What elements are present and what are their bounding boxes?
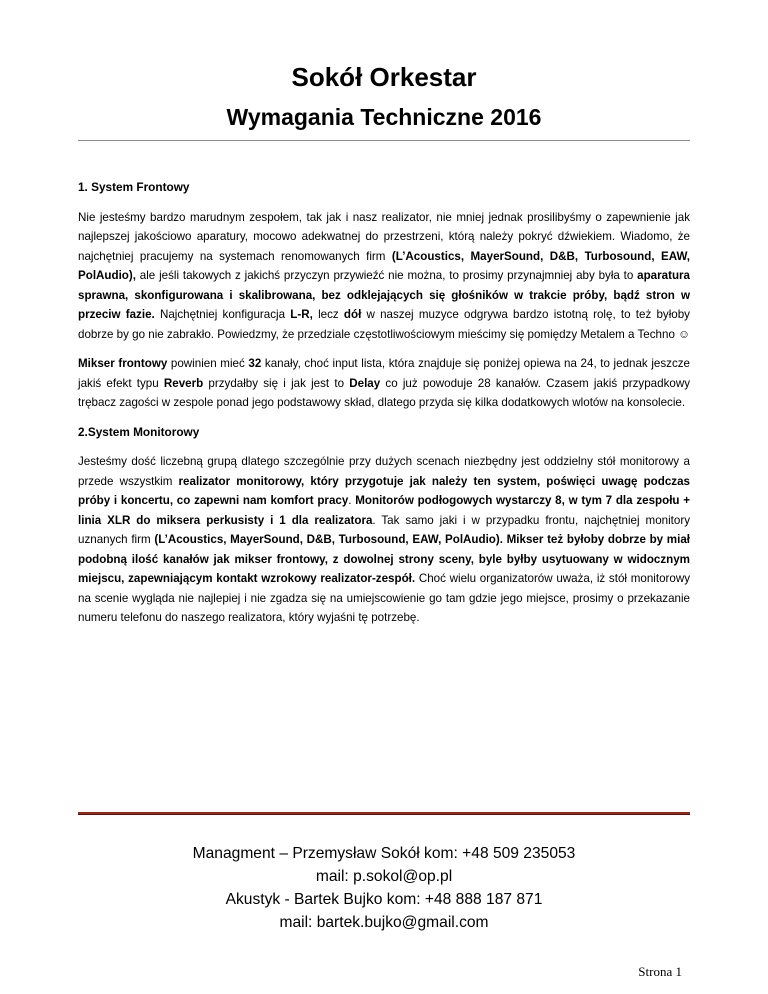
section-1-heading: 1. System Frontowy	[78, 180, 190, 194]
text-run: .	[348, 494, 356, 507]
text-run: Choć wielu organizatorów uważa, iż stół monitorowy na scenie wygląda nie najlepiej i nie zgadza się na umiejscowienie go tam gdzie jego miejsce, prosimy o przekazanie numeru telefonu do naszego realizatora, który wyjaśni tę potrzebę.	[78, 572, 690, 624]
text-run: kanały, choć input lista, która znajduje się poniżej opiewa na 24, to jednak jeszcze jakiś efekt typu	[78, 357, 690, 390]
page-number: Strona 1	[638, 964, 682, 979]
footer-divider	[78, 812, 690, 815]
footer-management-email: mail: p.sokol@op.pl	[315, 868, 453, 885]
document-body	[78, 178, 690, 638]
text-run: lecz	[312, 308, 344, 321]
section-1-paragraph-1	[78, 208, 690, 345]
section-1-paragraph-2	[78, 354, 690, 413]
document-subtitle: Wymagania Techniczne 2016	[226, 104, 542, 130]
bold-text-run: (L’Acoustics, MayerSound, D&B, Turbosound, EAW, PolAudio),	[78, 249, 690, 282]
bold-text-run: dół	[343, 308, 362, 321]
text-run: co już powoduje 28 kanałów. Czasem jakiś przypadkowy trębacz zagości w zespole ponad jego podstawowy skład, dlatego przyda się kilka dodatkowych wlotów na konsolecie.	[78, 376, 690, 409]
bold-text-run: Monitorów podłogowych wystarczy 8, w tym 7 dla zespołu + linia XLR do miksera perkusisty i 1 dla realizatora	[78, 494, 690, 527]
bold-text-run: Reverb	[163, 376, 204, 390]
footer-contacts	[0, 842, 768, 934]
bold-text-run: Delay	[349, 376, 381, 390]
bold-text-run: 32	[248, 357, 262, 370]
footer-management-line: Managment – Przemysław Sokół kom: +48 509 235053	[192, 845, 576, 862]
document-title: Sokół Orkestar	[291, 62, 477, 92]
footer-sound-engineer-email: mail: bartek.bujko@gmail.com	[279, 914, 489, 931]
text-run: przydałby się i jak jest to	[203, 376, 350, 390]
bold-text-run: L-R,	[290, 308, 313, 321]
text-run: Nie jesteśmy bardzo marudnym zespołem, tak jak i nasz realizator, nie mniej jednak prosilibyśmy o zapewnienie jak najlepszej jakościowo aparatury, mocowo adekwatnej do przestrzeni, którą należy pokryć dźwiekiem. Wiadomo, że najchętniej pracujemy na systemach renomowanych firm	[78, 210, 690, 263]
bold-text-run: Mikser frontowy	[78, 357, 168, 370]
text-run: Najchętniej konfiguracja	[154, 308, 291, 321]
bold-text-run: realizator monitorowy, który przygotuje jak należy ten system, poświęci uwagę podczas próby i koncertu, co zapewni nam komfort pracy	[78, 474, 690, 507]
title-divider	[78, 140, 690, 141]
bold-text-run: aparatura sprawna, skonfigurowana i skalibrowana, bez odklejających się głośników w trakcie próby, bądź stron w przeciw fazie.	[78, 269, 690, 321]
section-2-heading: 2.System Monitorowy	[78, 424, 200, 439]
text-run: ale jeśli takowych z jakichś przyczyn przywieźć nie można, to prosimy przynajmniej aby była to	[135, 269, 638, 282]
bold-text-run: (L’Acoustics, MayerSound, D&B, Turbosound, EAW, PolAudio). Mikser też byłoby dobrze by miał podobną ilość kanałów jak mikser frontowy, z dowolnej strony sceny, byle byłby usytuowany w widocznym miejscu, zapewniającym kontakt wzrokowy realizator-zespół.	[78, 533, 691, 585]
section-2-paragraph-1	[78, 452, 690, 628]
text-run: w naszej muzyce odgrywa bardzo istotną rolę, to też byłoby dobrze by go nie zabrakło. Powiedzmy, że przedziale częstotliwościowym mieścimy się pomiędzy Metalem a Techno ☺	[78, 308, 690, 341]
text-run: . Tak samo jaki i w przypadku frontu, najchętniej monitory uznanych firm	[78, 513, 690, 546]
footer-sound-engineer-line: Akustyk - Bartek Bujko kom: +48 888 187 871	[225, 891, 543, 908]
text-run: Jesteśmy dość liczebną grupą dlatego szczególnie przy dużych scenach niezbędny jest oddzielny stół monitorowy a przede wszystkim	[78, 455, 690, 488]
text-run: powinien mieć	[167, 357, 249, 370]
